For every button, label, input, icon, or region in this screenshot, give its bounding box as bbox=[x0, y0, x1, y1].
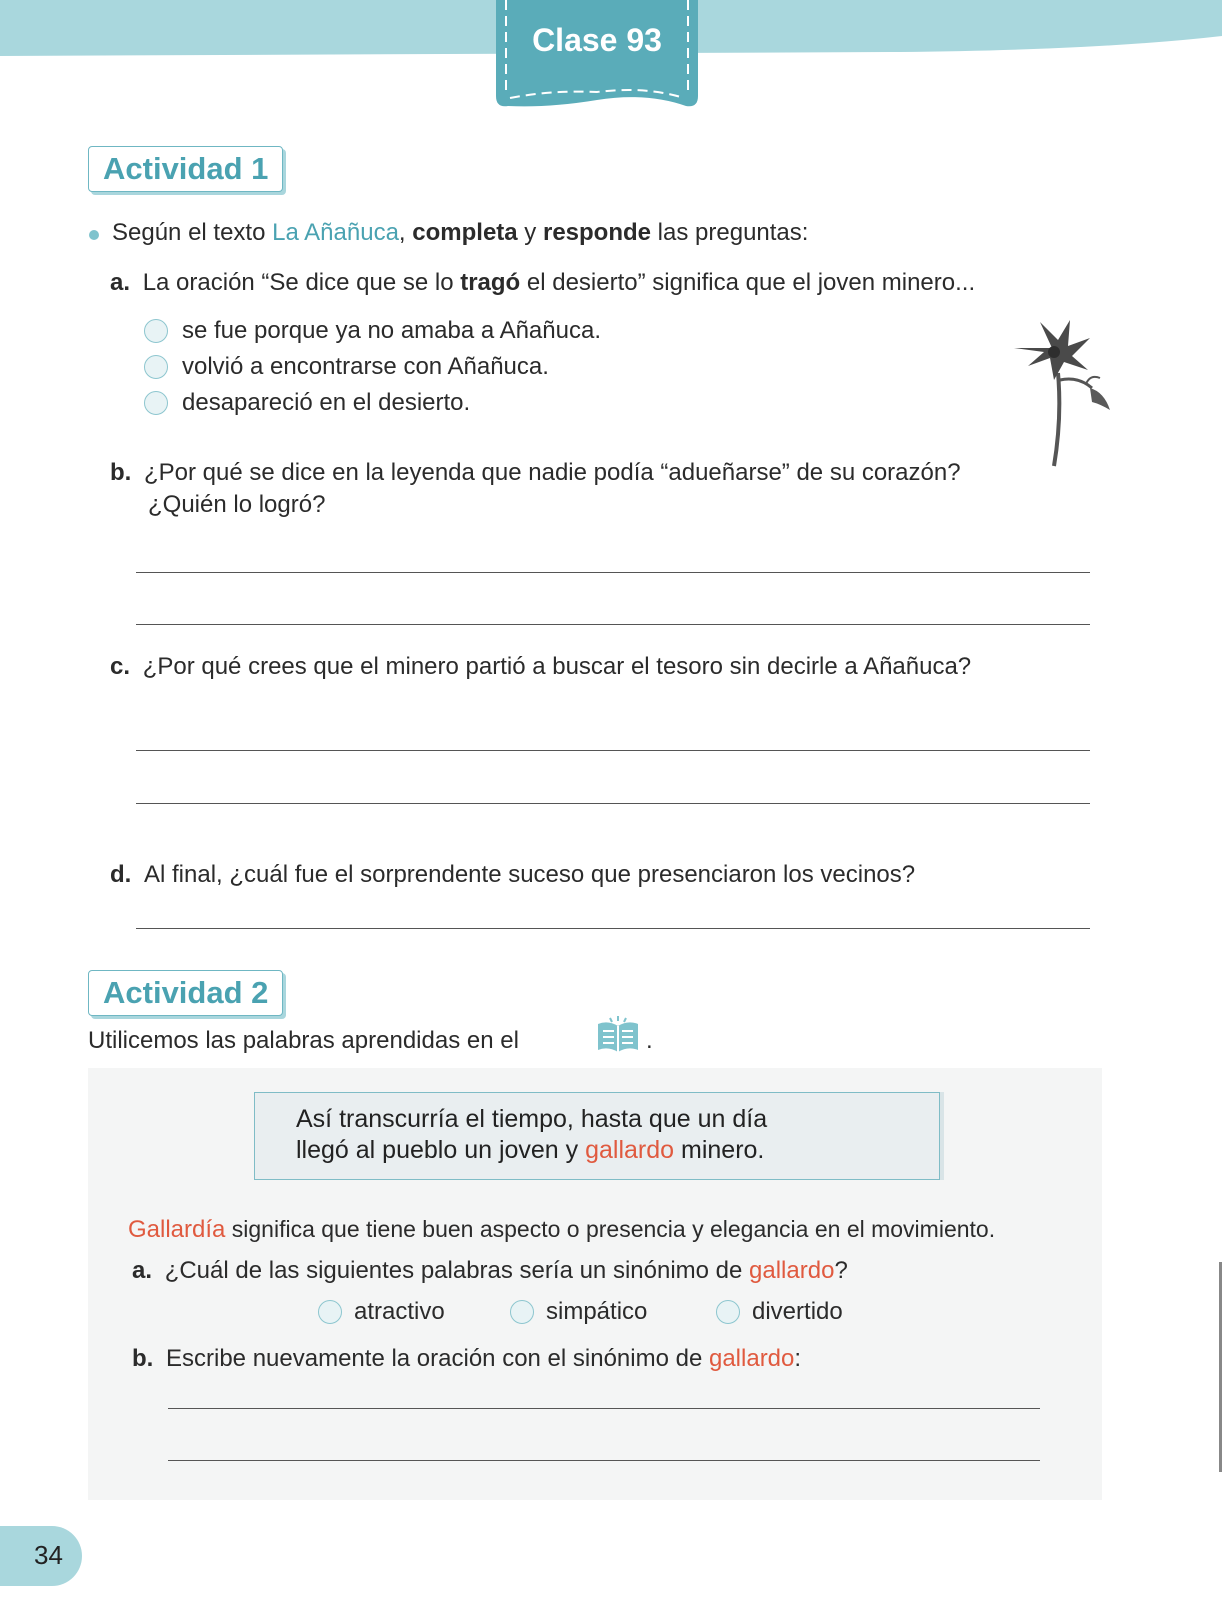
answer-line-b2[interactable] bbox=[136, 624, 1090, 625]
option-a1-label: se fue porque ya no amaba a Añañuca. bbox=[182, 317, 601, 344]
activity-2-title: Actividad 2 bbox=[88, 970, 283, 1016]
quote-text: Así transcurría el tiempo, hasta que un día llegó al pueblo un joven y gallardo minero. bbox=[296, 1105, 768, 1164]
answer-line-d1[interactable] bbox=[136, 928, 1090, 929]
question-b: b. ¿Por qué se dice en la leyenda que nadie podía “adueñarse” de su corazón? bbox=[110, 459, 961, 486]
option-2a3-label: divertido bbox=[752, 1298, 843, 1325]
option-2a1-label: atractivo bbox=[354, 1298, 445, 1325]
radio-option-2a2[interactable] bbox=[510, 1300, 534, 1324]
answer-line-c1[interactable] bbox=[136, 750, 1090, 751]
answer-line-b1[interactable] bbox=[136, 572, 1090, 573]
radio-option-2a1[interactable] bbox=[318, 1300, 342, 1324]
answer-line-c2[interactable] bbox=[136, 803, 1090, 804]
definition: Gallardía significa que tiene buen aspecto o presencia y elegancia en el movimiento. bbox=[128, 1216, 996, 1243]
question-a: a. La oración “Se dice que se lo tragó el desierto” significa que el joven minero... bbox=[110, 269, 976, 296]
page-number: 34 bbox=[34, 1540, 63, 1570]
highlight-word: gallardo bbox=[585, 1136, 675, 1164]
flower-icon bbox=[1010, 318, 1120, 468]
activity-1-instructions: Según el texto La Añañuca, completa y responde las preguntas: bbox=[112, 219, 809, 246]
answer-line-2b2[interactable] bbox=[168, 1460, 1040, 1461]
instructions-end: . bbox=[646, 1027, 653, 1054]
question-2b: b. Escribe nuevamente la oración con el sinónimo de gallardo: bbox=[132, 1345, 802, 1372]
question-d: d. Al final, ¿cuál fue el sorprendente suceso que presenciaron los vecinos? bbox=[110, 861, 916, 888]
radio-option-2a3[interactable] bbox=[716, 1300, 740, 1324]
defined-word: Gallardía bbox=[128, 1216, 226, 1243]
text-title: La Añañuca bbox=[272, 219, 399, 246]
dictionary-book-icon bbox=[596, 1014, 640, 1054]
radio-option-a1[interactable] bbox=[144, 319, 168, 343]
question-b-line2: ¿Quién lo logró? bbox=[148, 491, 326, 518]
answer-line-2b1[interactable] bbox=[168, 1408, 1040, 1409]
bullet-icon bbox=[89, 230, 99, 240]
question-c: c. ¿Por qué crees que el minero partió a buscar el tesoro sin decirle a Añañuca? bbox=[110, 653, 972, 680]
option-a3-label: desapareció en el desierto. bbox=[182, 389, 471, 416]
activity-1-title: Actividad 1 bbox=[88, 146, 283, 192]
radio-option-a2[interactable] bbox=[144, 355, 168, 379]
class-title: Clase 93 bbox=[532, 22, 662, 58]
option-2a2-label: simpático bbox=[546, 1298, 648, 1325]
question-2a: a. ¿Cuál de las siguientes palabras sería un sinónimo de gallardo? bbox=[132, 1257, 848, 1284]
radio-option-a3[interactable] bbox=[144, 391, 168, 415]
option-a2-label: volvió a encontrarse con Añañuca. bbox=[182, 353, 549, 380]
activity-2-instructions: Utilicemos las palabras aprendidas en el bbox=[88, 1027, 519, 1054]
